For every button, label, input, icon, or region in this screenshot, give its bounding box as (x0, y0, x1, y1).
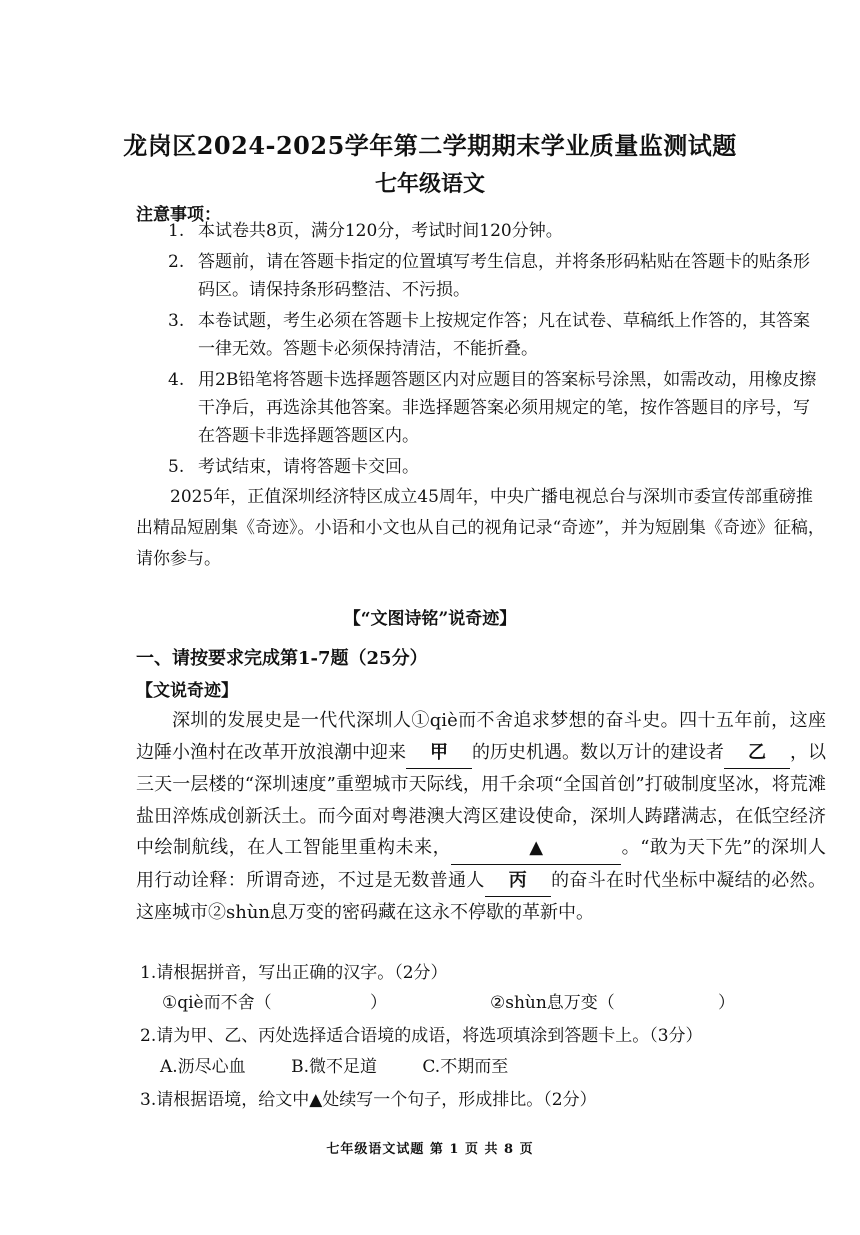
q1-item-1: ①qiè而不舍（ (162, 993, 272, 1013)
option-b: B.微不足道 (291, 1057, 377, 1077)
option-c: C.不期而至 (422, 1057, 509, 1077)
intro-paragraph: 2025年，正值深圳经济特区成立45周年，中央广播电视总台与深圳市委宣传部重磅推出精品短剧集《奇迹》。小语和小文也从自己的视角记录“奇迹”，并为短剧集《奇迹》征稿，请你参与。 (136, 487, 825, 569)
notice-text: 用2B铅笔将答题卡选择题答题区内对应题目的答案标号涂黑，如需改动，用橡皮擦干净后，再选涂其他答案。非选择题答案必须用规定的笔，按作答题目的序号，写在答题卡非选择题答题区内。 (198, 370, 817, 446)
notice-number: 2. (168, 252, 185, 272)
page-footer: 七年级语文试题 第 1 页 共 8 页 (326, 1142, 534, 1157)
passage-text: ，以三天一层楼的“深圳速度”重塑城市天际线，用千余项“全国首创”打破制度坚冰，将荒滩盐田淬炼成创新沃土。而今面对粤港澳大湾区建设使命，深圳人踌躇满志，在低空经济中绘制航线，在人工智能里重构未来， (136, 741, 826, 858)
question-2: 2.请为甲、乙、丙处选择适合语境的成语，将选项填涂到答题卡上。（3分） (140, 1026, 703, 1046)
q1-answer-space-1 (274, 988, 490, 1013)
exam-title: 龙岗区2024-2025学年第二学期期末学业质量监测试题 (123, 131, 737, 160)
question-1: 1.请根据拼音，写出正确的汉字。（2分） (140, 963, 448, 983)
notice-number: 3. (168, 311, 185, 331)
section-heading: 【“文图诗铭”说奇迹】 (343, 609, 517, 629)
notice-heading: 注意事项： (136, 205, 221, 225)
question-1-items (162, 988, 736, 1013)
notice-text: 本卷试题，考生必须在答题卡上按规定作答；凡在试卷、草稿纸上作答的，其答案一律无效。答题卡必须保持清洁，不能折叠。 (198, 311, 810, 359)
notice-item (168, 366, 818, 450)
notice-item (168, 217, 818, 245)
passage-text: 。“敢为天下先”的深圳人用行动诠释：所谓奇迹，不过是无数普通人 (136, 837, 826, 891)
blank-jia: 甲 (406, 737, 472, 770)
question-3: 3.请根据语境，给文中▲处续写一个句子，形成排比。（2分） (140, 1090, 597, 1110)
sub-heading: 【文说奇迹】 (136, 681, 238, 701)
blank-bing: 丙 (485, 865, 551, 898)
part-heading: 一、请按要求完成第1-7题（25分） (136, 648, 428, 669)
notice-number: 4. (168, 370, 185, 390)
option-a: A.沥尽心血 (160, 1057, 246, 1077)
q1-close-paren: ） (370, 993, 387, 1013)
passage-text: 的奋斗在时代坐标中凝结的必然。这座城市②shùn息万变的密码藏在这永不停歇的革新中。 (136, 869, 827, 923)
blank-triangle: ▲ (451, 832, 621, 865)
q1-close-paren: ） (718, 993, 735, 1013)
notice-list (168, 217, 818, 484)
reading-passage (136, 705, 826, 929)
blank-yi: 乙 (724, 737, 790, 770)
passage-text: 的历史机遇。数以万计的建设者 (472, 741, 724, 763)
exam-subtitle: 七年级语文 (374, 171, 485, 197)
notice-text: 本试卷共8页，满分120分，考试时间120分钟。 (198, 221, 563, 241)
notice-item (168, 248, 818, 304)
notice-text: 考试结束，请将答题卡交回。 (198, 457, 419, 477)
notice-item (168, 453, 818, 481)
q1-item-2: ②shùn息万变（ (490, 993, 615, 1013)
notice-number: 5. (168, 457, 185, 477)
q1-answer-space-2 (626, 988, 736, 1013)
notice-text: 答题前，请在答题卡指定的位置填写考生信息，并将条形码粘贴在答题卡的贴条形码区。请保持条形码整洁、不污损。 (198, 252, 810, 300)
question-2-options (160, 1052, 548, 1077)
notice-number: 1. (168, 221, 185, 241)
notice-item (168, 307, 818, 363)
passage-text: 深圳的发展史是一代代深圳人①qiè而不舍追求梦想的奋斗史。四十五年前，这座边陲小渔村在改革开放浪潮中迎来 (136, 710, 826, 763)
